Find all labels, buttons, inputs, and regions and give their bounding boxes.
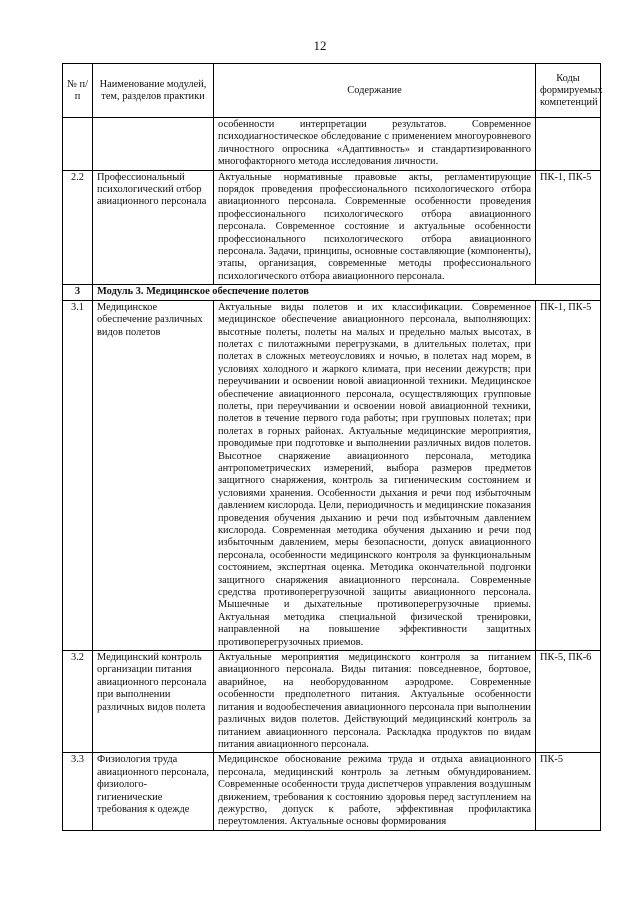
row-name: Медицинское обеспечение различных видов полетов	[93, 300, 214, 650]
table-header-row	[63, 64, 601, 118]
header-num: № п/п	[63, 64, 93, 118]
row-codes: ПК-5, ПК-6	[536, 651, 601, 753]
table-row	[63, 753, 601, 830]
table-row	[63, 118, 601, 171]
curriculum-table	[62, 63, 601, 831]
table-row	[63, 300, 601, 650]
row-codes: ПК-1, ПК-5	[536, 300, 601, 650]
row-content: Актуальные нормативные правовые акты, регламентирующие порядок проведения профессионального психологического отбора авиационного персонала. Современные особенности проведения профессионального психологического отбора авиационного персонала. Современное состояние и актуальные особенности профессионального психологического отбора авиационного персонала. Задачи, принципы, основные составляющие (компоненты), этапы, организация, современные методы профессионального психологического отбора авиационного персонала.	[214, 170, 536, 285]
row-content: Актуальные виды полетов и их классификации. Современное медицинское обеспечение авиационного персонала, выполняющих: высотные полеты, полеты на малых и предельно малых высотах, в полетах с пилотажными перегрузками, в длительных полетах, при полетах в сложных метеоусловиях и ночью, в полетах над морем, в условиях холодного и жаркого климата, при несении дежурств; при переучивании и освоении новой авиационной техники. Медицинское обеспечение авиационного персонала, осуществляющих групповые полеты, при переучивании и освоении новой авиационной техники, полетов в течение первого года работы; при групповых полетах; при полетах в горных районах. Актуальные медицинские мероприятия, проводимые при подготовке и выполнении различных видов полетов. Высотное снаряжение авиационного персонала, методика антропометрических измерений, выбора размеров предметов защитного снаряжения, контроль за гигиеническим состоянием и условиями хранения. Особенности дыхания и речи под избыточным давлением кислорода. Цели, периодичность и медицинские показания проведения обучения дыханию и речи под избыточным давлением кислорода. Современная методика обучения дыханию и речи под избыточным давлением, меры безопасности, допуск авиационного персонала, особенности медицинского контроля за функциональным состоянием, экспертная оценка. Методика окончательной подгонки защитного снаряжения авиационного персонала. Современные средства противоперегрузочной защиты авиационного персонала. Мышечные и дыхательные противоперегрузочные приемы. Актуальная методика специальной физической тренировки, направленной на повышение эффективности защитных противоперегрузочных приемов.	[214, 300, 536, 650]
table-row	[63, 170, 601, 285]
page-number: 12	[313, 38, 327, 53]
row-num: 3.2	[63, 651, 93, 753]
row-content: Медицинское обоснование режима труда и отдыха авиационного персонала, медицинский контроль за летным обмундированием. Современные особенности труда диспетчеров управления воздушным движением, требования к состоянию здоровья перед заступлением на дежурство, допуск к работе, эффективная профилактика переутомления. Актуальные основы формирования	[214, 753, 536, 830]
header-content: Содержание	[214, 64, 536, 118]
row-codes: ПК-5	[536, 753, 601, 830]
module-num: 3	[63, 285, 93, 300]
row-name: Физиология труда авиационного персонала, физиолого-гигиенические требования к одежде	[93, 753, 214, 830]
header-name: Наименование модулей, тем, разделов практики	[93, 64, 214, 118]
row-name	[93, 118, 214, 171]
table-row	[63, 651, 601, 753]
row-num: 3.1	[63, 300, 93, 650]
row-num: 3.3	[63, 753, 93, 830]
row-codes	[536, 118, 601, 171]
module-title: Модуль 3. Медицинское обеспечение полетов	[93, 285, 601, 300]
row-content: Актуальные мероприятия медицинского контроля за питанием авиационного персонала. Виды питания: повседневное, бортовое, аварийное, на необорудованном аэродроме. Современные особенности предполетного питания. Актуальные особенности питания и водообеспечения авиационного персонала при выполнении различных видов полетов. Действующий медицинский контроль за питанием авиационного персонала. Раскладка продуктов по видам питания авиационного персонала.	[214, 651, 536, 753]
header-codes: Коды формируемых компетенций	[536, 64, 601, 118]
row-codes: ПК-1, ПК-5	[536, 170, 601, 285]
row-name: Профессиональный психологический отбор авиационного персонала	[93, 170, 214, 285]
module-header-row	[63, 285, 601, 300]
row-content: особенности интерпретации результатов. Современное психодиагностическое обследование с применением многоуровневого личностного опросника «Адаптивность» и стандартизированного многофакторного метода исследования личности.	[214, 118, 536, 171]
row-num: 2.2	[63, 170, 93, 285]
row-name: Медицинский контроль организации питания авиационного персонала при выполнении различных видов полета	[93, 651, 214, 753]
row-num	[63, 118, 93, 171]
